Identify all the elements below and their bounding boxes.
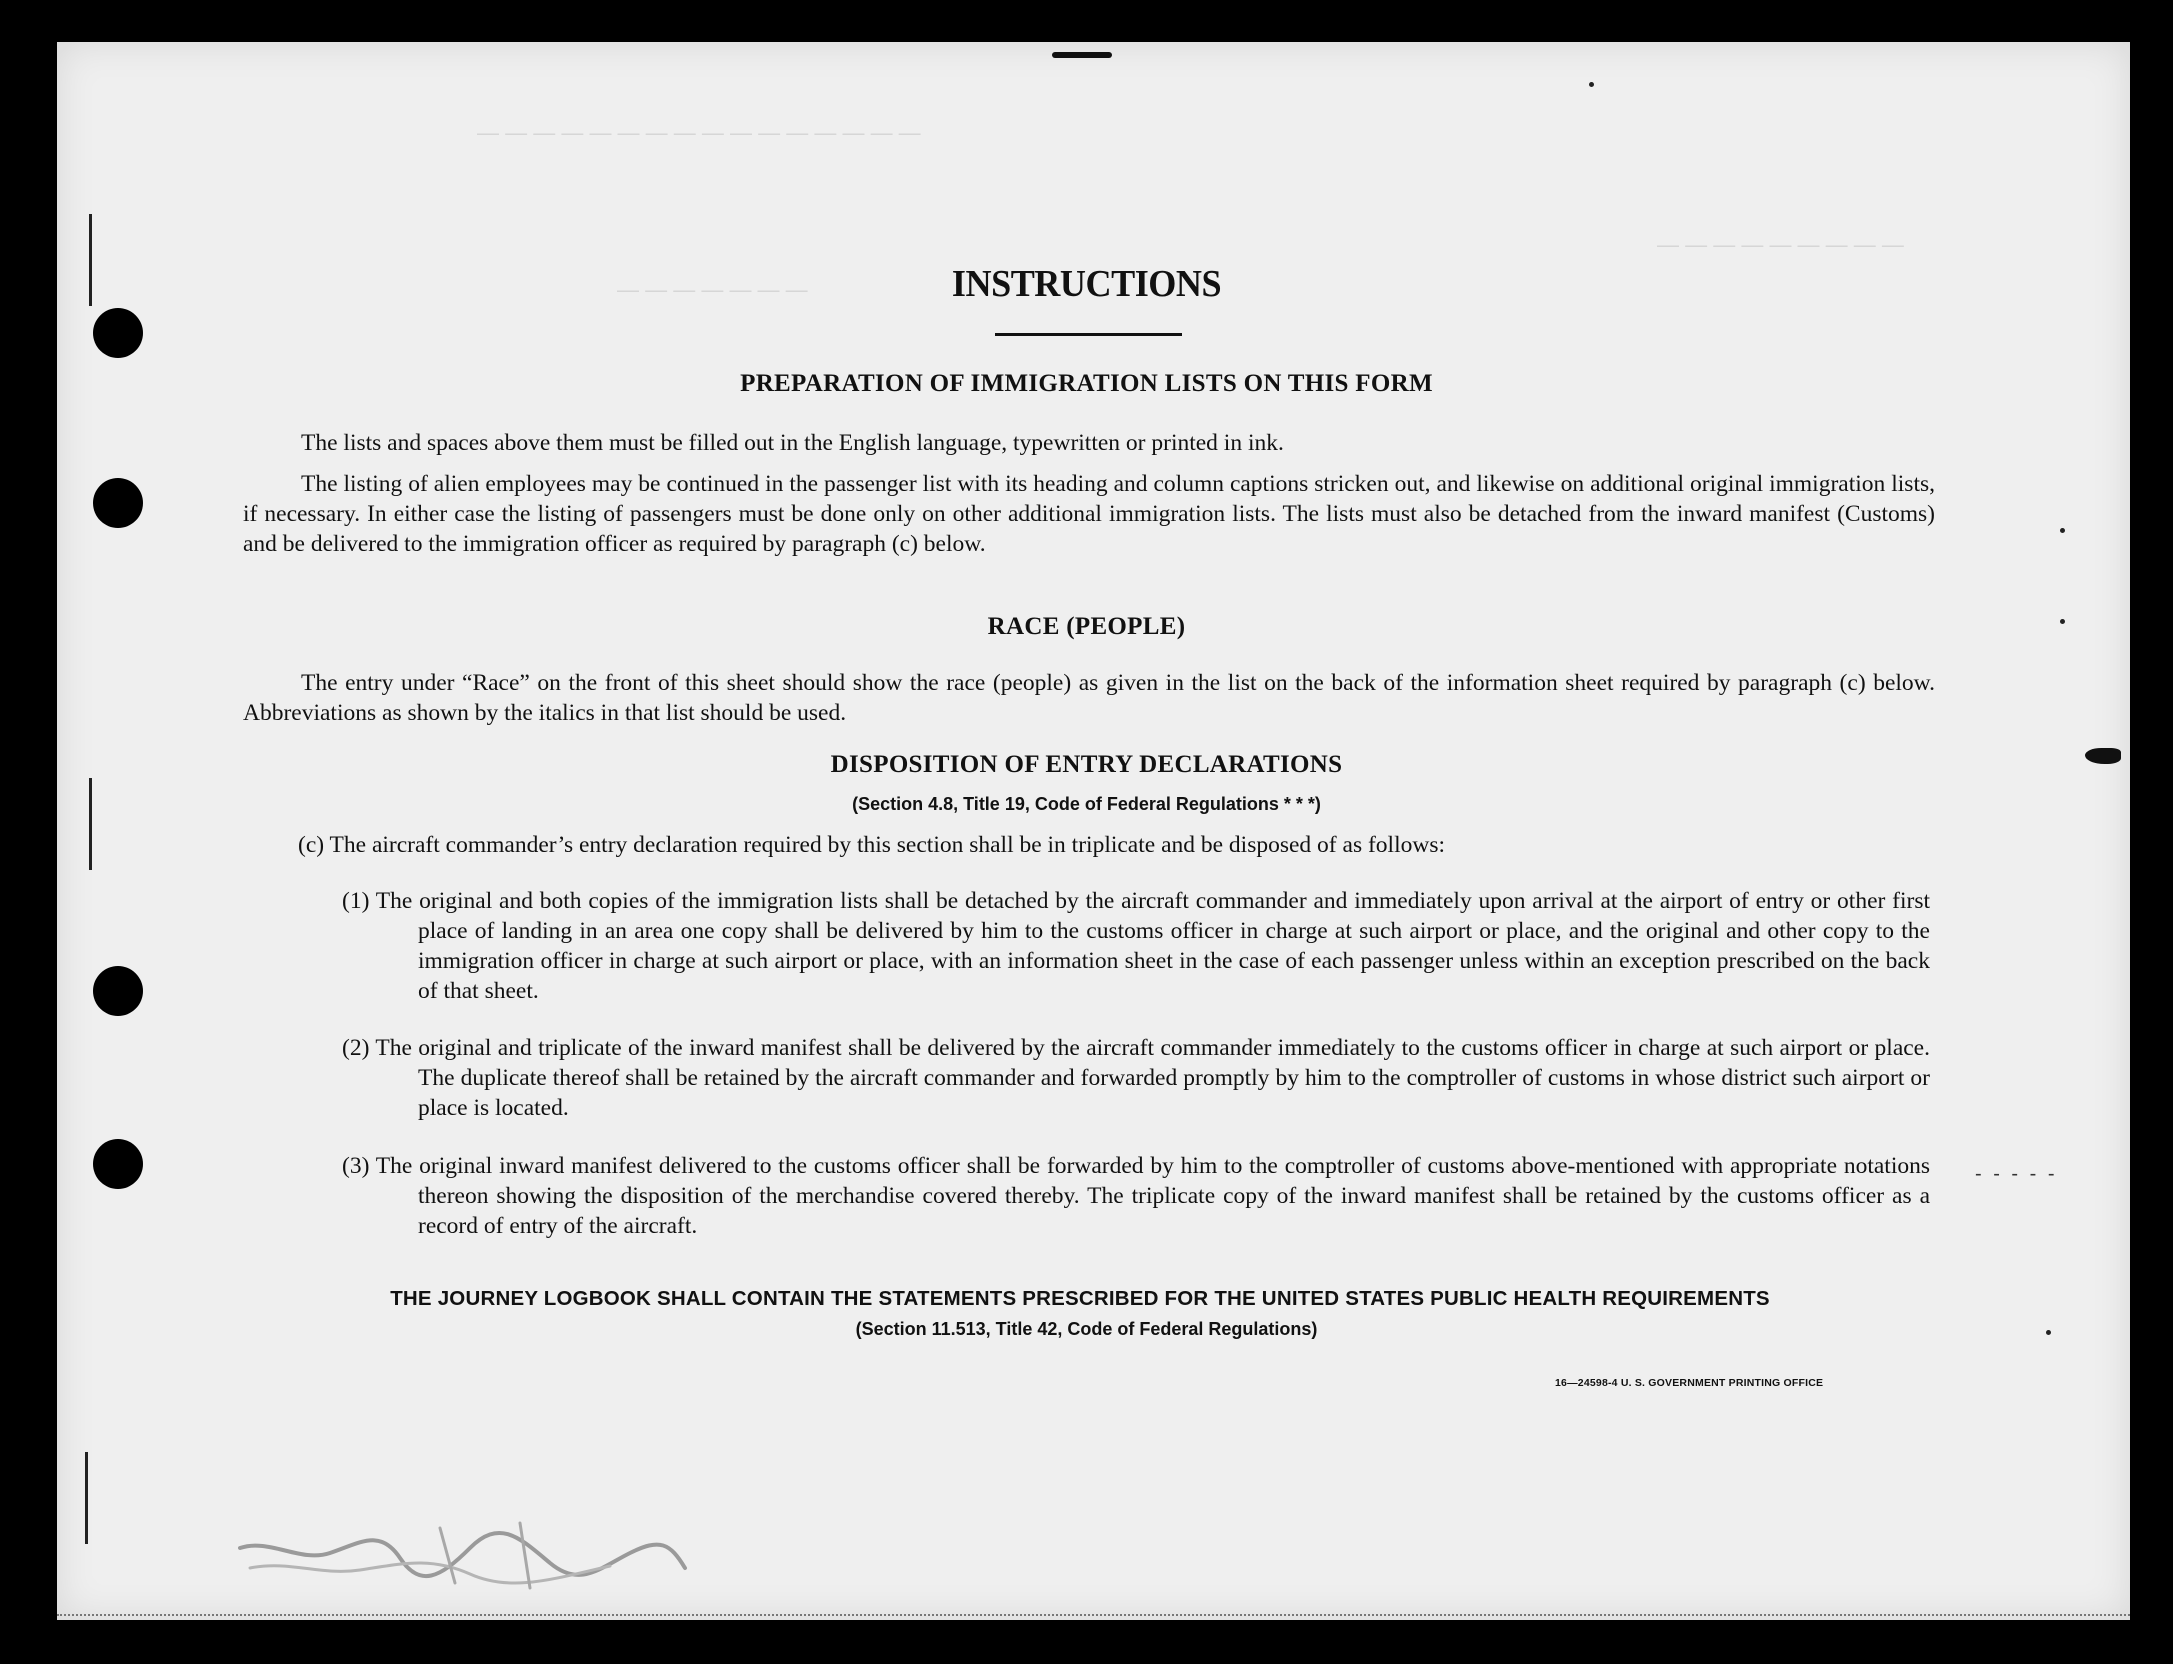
bleed-through-text: — — — — — — — <box>617 277 808 302</box>
section-heading-race: RACE (PEOPLE) <box>987 613 1186 640</box>
section-citation: (Section 4.8, Title 19, Code of Federal Regulations * * *) <box>852 794 1321 814</box>
paragraph: The listing of alien employees may be continued in the passenger list with its heading and column captions stricken out, and likewise on additional original immigration lists, if necessary. In either case the listing of passengers must be done only on other additional immigration lists. The lists must also be detached from the inward manifest (Customs) and be delivered to the immigration officer as required by paragraph (c) below. <box>243 471 1935 557</box>
section-heading-preparation: PREPARATION OF IMMIGRATION LISTS ON THIS FORM <box>740 370 1433 397</box>
list-item: (2) The original and triplicate of the inward manifest shall be delivered by the aircraft commander immediately to the customs officer in charge at such airport or place. The duplicate thereof shall be retained by the aircraft commander and forwarded promptly by him to the comptroller of customs in whose district such airport or place is located. <box>342 1035 1930 1121</box>
punch-hole <box>93 478 143 528</box>
page-title: INSTRUCTIONS <box>951 263 1222 305</box>
edge-dashes: - - - - - <box>1975 1163 2058 1185</box>
footer-citation: (Section 11.513, Title 42, Code of Federal Regulations) <box>855 1319 1318 1339</box>
punch-hole <box>93 966 143 1016</box>
margin-tick <box>85 1452 88 1544</box>
top-ink-mark <box>1052 52 1112 58</box>
bleed-through-text: — — — — — — — — — <box>1657 232 1904 257</box>
footer-statement: THE JOURNEY LOGBOOK SHALL CONTAIN THE STATEMENTS PRESCRIBED FOR THE UNITED STATES PUBLIC HEALTH REQUIREMENTS <box>390 1287 1770 1310</box>
punch-hole <box>93 1139 143 1189</box>
paragraph: The lists and spaces above them must be filled out in the English language, typewritten or printed in ink. <box>301 430 1284 456</box>
print-code: 16—24598-4 U. S. GOVERNMENT PRINTING OFFICE <box>1555 1377 1824 1389</box>
list-item: (1) The original and both copies of the immigration lists shall be detached by the aircraft commander and immediately upon arrival at the airport of entry or other first place of landing in an area one copy shall be delivered by him to the customs officer in charge at such airport or place, and the original and other copy to the immigration officer in charge at such airport or place, with an information sheet in the case of each passenger unless within an exception prescribed on the back of that sheet. <box>342 888 1930 1004</box>
list-item: (3) The original inward manifest delivered to the customs officer shall be forwarded by him to the comptroller of customs above-mentioned with appropriate notations thereon showing the disposition of the merchandise covered thereby. The triplicate copy of the inward manifest shall be retained by the customs officer as a record of entry of the aircraft. <box>342 1153 1930 1239</box>
paragraph: The entry under “Race” on the front of this sheet should show the race (people) as given in the list on the back of the information sheet required by paragraph (c) below. Abbreviations as shown by the italics in that list should be used. <box>243 670 1935 726</box>
speck <box>1589 82 1594 87</box>
bleed-through-text: — — — — — — — — — — — — — — — — <box>477 120 921 145</box>
clause-c: (c) The aircraft commander’s entry declaration required by this section shall be in triplicate and be disposed of as follows: <box>298 832 1445 858</box>
handwritten-signature <box>230 1508 690 1598</box>
section-heading-disposition: DISPOSITION OF ENTRY DECLARATIONS <box>830 751 1343 778</box>
title-underline <box>995 333 1182 336</box>
speck <box>2060 528 2065 533</box>
margin-tick <box>89 778 92 870</box>
punch-hole <box>93 308 143 358</box>
